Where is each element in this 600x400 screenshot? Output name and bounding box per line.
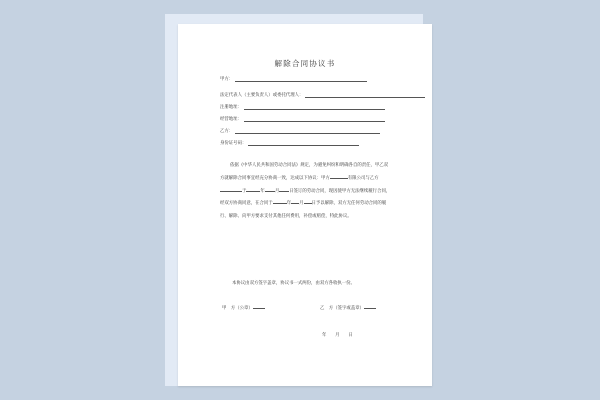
field-registered-address bbox=[220, 104, 385, 110]
body-text: 依据《中华人民共和国劳动合同法》规定，为避免纠纷和明确各自的责任，甲乙双方就解除合同事宜经充分协商一致，达成以下协议：甲方 bbox=[220, 163, 389, 181]
blank-line bbox=[273, 199, 287, 204]
blank-line bbox=[291, 199, 299, 204]
body-text: 日予以解除，双方无任何劳动合同的履行、解除、向甲方要求支付其他任何费用，补偿或赔偿，特此协议。 bbox=[220, 201, 387, 220]
blank-line bbox=[279, 187, 289, 192]
body-text: 于 bbox=[242, 188, 247, 194]
field-party-b bbox=[220, 128, 380, 134]
field-blank-line bbox=[305, 93, 425, 98]
field-blank-line bbox=[248, 141, 359, 146]
field-blank-line bbox=[235, 129, 380, 134]
closing-statement: 本协议由双方签字盖章，协议书一式两份，由双方各收执一份。 bbox=[232, 281, 355, 286]
field-label: 注册地址： bbox=[220, 105, 242, 110]
date-line: 年 月 日 bbox=[322, 333, 353, 338]
field-blank-line bbox=[235, 77, 367, 82]
body-text: 月 bbox=[299, 201, 304, 207]
signature-line bbox=[253, 304, 265, 309]
body-text: 日签订的劳动合同，现因 bbox=[289, 188, 338, 194]
body-text: 年 bbox=[260, 188, 265, 194]
blank-line bbox=[246, 187, 260, 192]
body-text: 使甲方无法继续履行合同，经双方协商同意，在合同于 bbox=[220, 188, 391, 207]
body-text: 年 bbox=[286, 201, 292, 207]
agreement-body bbox=[220, 160, 392, 224]
field-legal-representative bbox=[220, 92, 425, 98]
party-b-signature bbox=[320, 304, 376, 311]
field-blank-line bbox=[244, 105, 385, 110]
party-a-signature bbox=[222, 304, 265, 311]
field-label: 乙方： bbox=[220, 129, 234, 134]
blank-line bbox=[220, 187, 242, 192]
field-id-number bbox=[220, 140, 359, 146]
blank-line bbox=[304, 199, 312, 204]
body-text: 与乙方 bbox=[365, 175, 379, 181]
blank-line bbox=[330, 174, 348, 179]
field-business-address bbox=[220, 116, 385, 122]
signature-label: 甲 方（公章） bbox=[222, 306, 253, 311]
document-title: 解除合同协议书 bbox=[274, 59, 336, 68]
field-label: 甲方： bbox=[220, 77, 234, 82]
field-label: 经营地址： bbox=[220, 117, 242, 122]
body-text: 有限公司 bbox=[347, 175, 366, 181]
signature-label: 乙 方（签字或盖章） bbox=[320, 306, 364, 311]
field-party-a bbox=[220, 76, 367, 82]
field-label: 法定代表人（主要负责人）或委托代理人： bbox=[220, 93, 304, 98]
document-page bbox=[178, 24, 432, 386]
blank-line bbox=[265, 187, 275, 192]
signature-line bbox=[364, 304, 376, 309]
body-text: 月 bbox=[274, 188, 280, 194]
field-label: 身份证号码： bbox=[220, 141, 247, 146]
field-blank-line bbox=[244, 117, 385, 122]
